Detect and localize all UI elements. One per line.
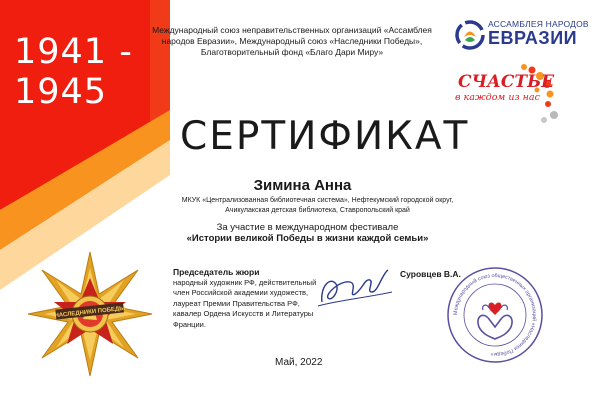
years-line-1: 1941 - (14, 32, 133, 72)
certificate-title: СЕРТИФИКАТ (180, 114, 470, 159)
order-ribbon-text: НАСЛЕДНИКИ ПОБЕДЫ (54, 305, 126, 320)
recipient-institution: МКУК «Централизованная библиотечная система», Нефтекумский городской округ, Ачикулакская детская библиотека, Ставропольский край (181, 197, 454, 214)
assembly-of-eurasia-logo (455, 18, 595, 62)
jury-chair-title: Председатель жюри (173, 267, 260, 277)
festival-name: «Истории великой Победы в жизни каждой семьи» (186, 233, 429, 244)
seal-text: Международный союз общественных организаций «Наследники Победы» (452, 272, 538, 358)
svg-text:Международный союз общественны (453, 273, 538, 357)
assembly-logo-line-1: АССАМБЛЕЯ НАРОДОВ (488, 19, 589, 29)
assembly-logo-icon (455, 20, 485, 50)
organizers-text: Международный союз неправительственных организаций «Ассамблея народов Евразии», Международный союз «Наследники Победы», Благотворительный фонд «Благо Дари Миру» (152, 25, 432, 57)
jury-chair-name: Суровцев В.А. (400, 269, 461, 279)
happiness-logo-tagline: в каждом из нас (455, 92, 540, 103)
years-line-2: 1945 (14, 72, 108, 112)
happiness-logo-word: СЧАСТЬЕ (458, 72, 555, 92)
assembly-logo-line-2: ЕВРАЗИИ (488, 28, 578, 48)
years-label (14, 32, 133, 112)
certificate-date: Май, 2022 (275, 357, 323, 368)
victory-order-emblem (20, 248, 170, 398)
jury-chair-description: народный художник РФ, действительный член Российской академии художеств, лауреат Премии Правительства РФ, кавалер Ордена Искусств и Литературы Франции. (173, 278, 317, 329)
seal (445, 265, 545, 365)
seal-graphic (445, 265, 545, 365)
victory-order-star-icon (20, 248, 170, 398)
participation-text: За участие в международном фестивале (216, 222, 399, 233)
signature (310, 262, 395, 317)
recipient-name: Зимина Анна (253, 177, 352, 194)
